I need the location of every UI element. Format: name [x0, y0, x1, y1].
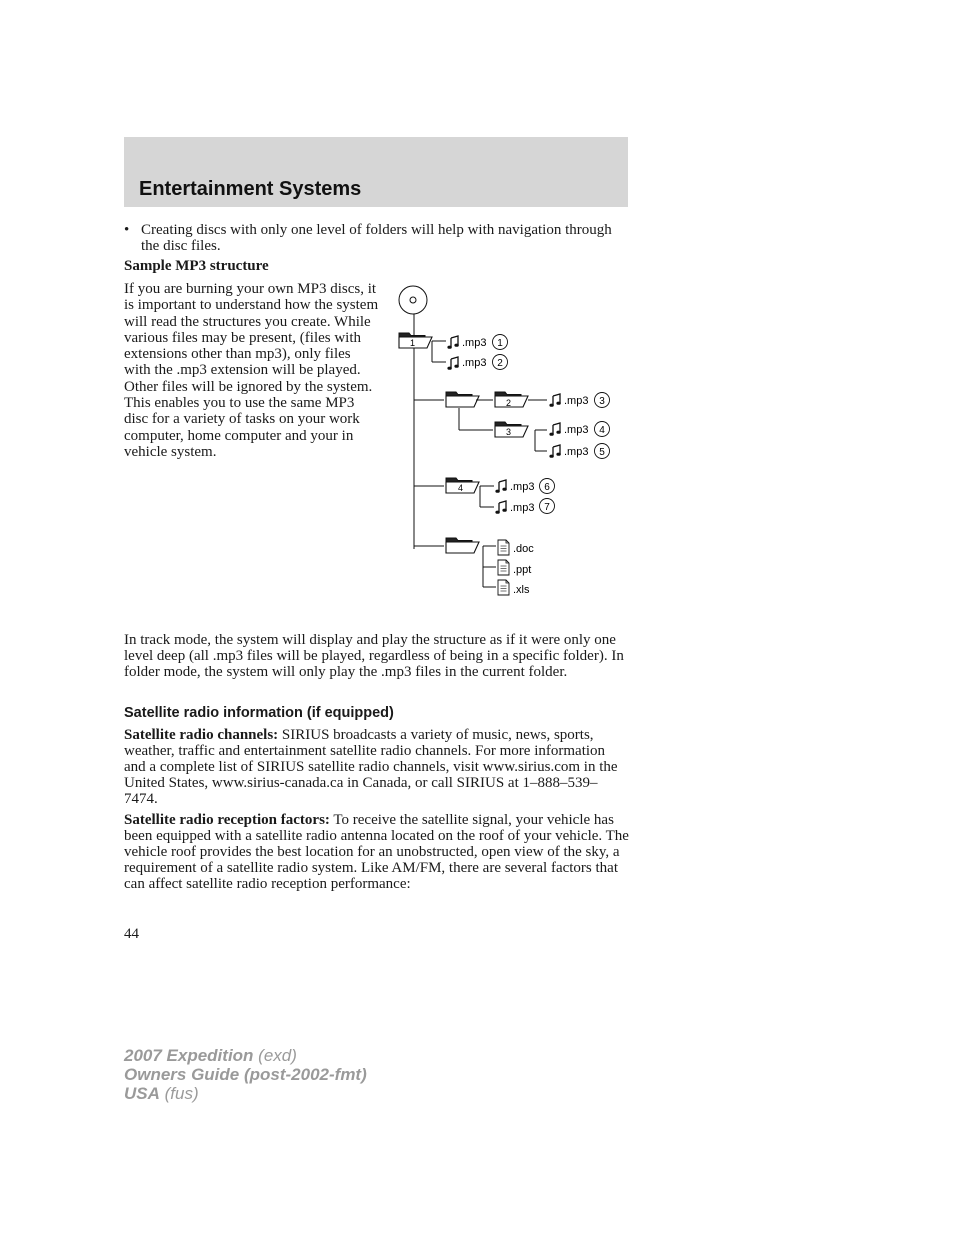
satellite-heading: Satellite radio information (if equipped) — [124, 705, 394, 721]
folder-label: 1 — [410, 338, 416, 348]
satellite-channels-text: SIRIUS broadcasts a variety of music, news, sports, weather, traffic and entertainment satellite radio channels. For more information and a complete list of SIRIUS satellite radio channels, visit www.sirius.com in the United States, www.sirius-canada.ca in Canada, or call SIRIUS at 1–888–539–7474. — [124, 727, 618, 807]
section-header-band — [124, 137, 628, 207]
track-number: 6 — [544, 482, 550, 493]
satellite-channels-paragraph — [124, 727, 630, 807]
folder-label: 3 — [506, 427, 512, 437]
mp3-structure-diagram — [392, 282, 632, 602]
bullet-dot: • — [124, 222, 130, 238]
footer-market: USA — [124, 1084, 160, 1103]
satellite-channels-label: Satellite radio channels: — [124, 727, 279, 743]
track-number: 5 — [599, 447, 605, 458]
ppt-file-label: .ppt — [513, 564, 532, 576]
track-mode-paragraph: In track mode, the system will display and play the structure as if it were only one level deep (all .mp3 files will be played, regardless of being in a specific folder). In folder mode, the system will only play the .mp3 files in the current folder. — [124, 632, 624, 680]
satellite-reception-paragraph — [124, 812, 630, 892]
folder-label: 4 — [458, 483, 464, 493]
document-footer — [124, 1046, 367, 1103]
mp3-file-label: .mp3 — [510, 502, 535, 514]
footer-model: 2007 Expedition — [124, 1046, 254, 1065]
footer-guide: Owners Guide (post-2002-fmt) — [124, 1065, 367, 1084]
track-number: 4 — [599, 425, 605, 436]
footer-market-code: (fus) — [159, 1084, 199, 1103]
mp3-file-label: .mp3 — [564, 424, 589, 436]
satellite-reception-label: Satellite radio reception factors: — [124, 812, 330, 828]
track-number: 1 — [497, 338, 503, 349]
section-title: Entertainment Systems — [139, 178, 362, 200]
mp3-file-label: .mp3 — [564, 446, 589, 458]
bullet-text: Creating discs with only one level of folders will help with navigation through the disc files. — [141, 222, 612, 254]
sample-mp3-heading: Sample MP3 structure — [124, 258, 269, 274]
track-number: 3 — [599, 396, 605, 407]
mp3-file-label: .mp3 — [564, 395, 589, 407]
track-number: 2 — [497, 358, 503, 369]
mp3-file-label: .mp3 — [510, 481, 535, 493]
track-number: 7 — [544, 502, 550, 513]
folder-label: 2 — [506, 398, 512, 408]
mp3-file-label: .mp3 — [462, 337, 487, 349]
satellite-reception-text: To receive the satellite signal, your vehicle has been equipped with a satellite radio antenna located on the roof of your vehicle. The vehicle roof provides the best location for an unobstructed, open view of the sky, a requirement of a satellite radio system. Like AM/FM, there are several factors that can affect satellite radio reception performance: — [124, 812, 629, 892]
mp3-file-label: .mp3 — [462, 357, 487, 369]
xls-file-label: .xls — [513, 584, 530, 596]
footer-model-code: (exd) — [253, 1046, 297, 1065]
doc-file-label: .doc — [513, 543, 534, 555]
intro-paragraph: If you are burning your own MP3 discs, it is important to understand how the system will read the structures you create. While various files may be present, (files with extensions other than mp3), only files with the .mp3 extension will be played. Other files will be ignored by the system. This enables you to use the same MP3 disc for a variety of tasks on your work computer, home computer and your in vehicle system. — [124, 281, 379, 460]
page-number: 44 — [124, 926, 139, 942]
